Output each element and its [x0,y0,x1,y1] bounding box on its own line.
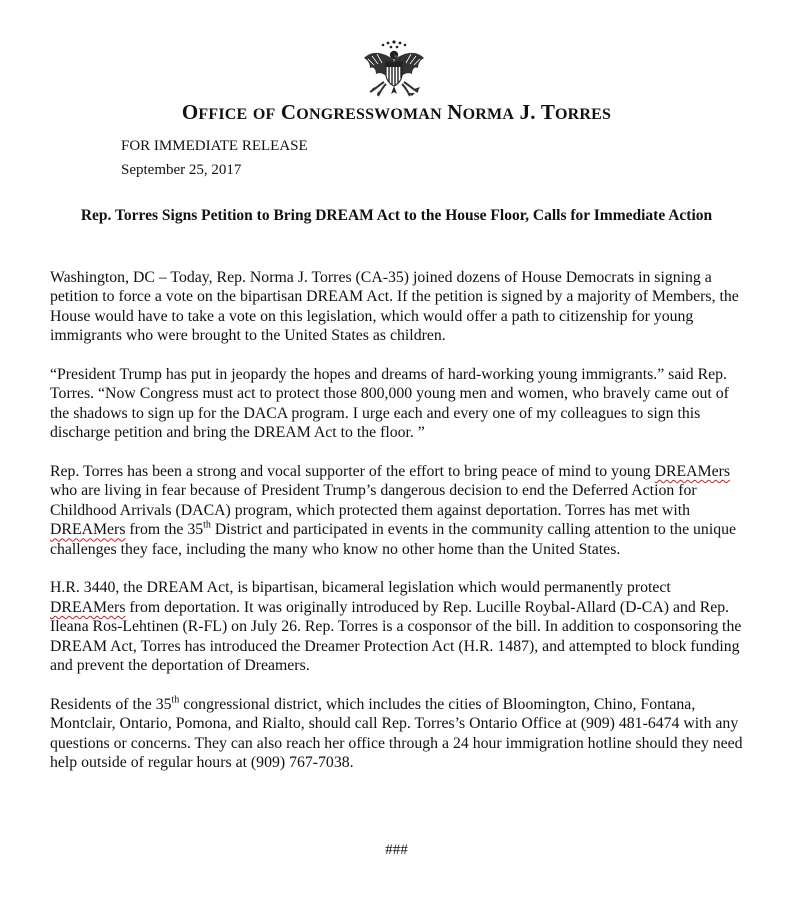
end-mark: ### [385,842,408,858]
title-rest: ORRES [555,106,612,123]
paragraph-2: “President Trump has put in jeopardy the hopes and dreams of hard-working young immigrants.” said Rep. Torres. “Now Congress must act to protect those 800,000 young men and women, who bravely came out of the shadows to sign up for the DACA program. I urge each and every one of my colleagues to sign this discharge petition and bring the DREAM Act to the floor. ” [50,366,729,442]
paragraph-4 [50,578,750,675]
spellcheck-word: DREAMers [50,598,126,616]
title-rest: ORMA [462,106,515,123]
title-rest: ONGRESSWOMAN [296,106,442,123]
office-title [0,100,793,125]
text-run: from deportation. It was originally introduced by Rep. Lucille Roybal-Allard (D-CA) and Rep. Ileana Ros-Lehtinen (R-FL) on July 26. Rep. Torres is a cosponsor of the bill. In addition to cosponsoring the DREAM Act, Torres has introduced the Dreamer Protection Act (H.R. 1487), and attempted to block funding and prevent the deportation of Dreamers. [50,598,742,675]
title-initial: T [540,100,556,124]
title-initial: N [447,100,463,124]
text-run: who are living in fear because of President Trump’s dangerous decision to end the Deferred Action for Childhood Arrivals (DACA) program, which protected them against deportation. Torres has met with [50,482,697,519]
title-initial-o: O [181,100,199,124]
spellcheck-word: DREAMers [654,463,731,481]
text-run: District and participated in events in the community calling attention to the unique challenges they face, including the many who know no other home than the United States. [50,521,737,558]
headline: Rep. Torres Signs Petition to Bring DREAM Act to the House Floor, Calls for Immediate Action [80,207,713,224]
release-date: September 25, 2017 [121,162,242,178]
title-rest: FFICE [198,106,248,123]
text-run: Rep. Torres has been a strong and vocal supporter of the effort to bring peace of mind to young [50,463,655,481]
title-initial: C [280,100,297,124]
title-word: OF [252,106,276,123]
eagle-seal-icon [360,38,428,102]
release-info [121,134,308,182]
ordinal-suffix: th [203,519,211,531]
paragraph-5 [50,695,750,773]
text-run: congressional district, which includes the cities of Bloomington, Chino, Fontana, Montclair, Ontario, Pomona, and Rialto, should call Rep. Torres’s Ontario Office at (909) 481-6474 with any questions or concerns. They can also reach her office through a 24 hour immigration hotline should they need help outside of regular hours at (909) 767-7038. [50,695,743,772]
release-label: FOR IMMEDIATE RELEASE [121,138,308,154]
title-initial: J. [519,100,536,124]
paragraph-3 [50,462,750,559]
press-release-body [50,268,750,792]
paragraph-1: Washington, DC – Today, Rep. Norma J. Torres (CA-35) joined dozens of House Democrats in signing a petition to force a vote on the bipartisan DREAM Act. If the petition is signed by a majority of Members, the House would have to take a vote on this legislation, which would offer a path to citizenship for young immigrants who were brought to the United States as children. [50,269,739,345]
ordinal-suffix: th [171,694,180,706]
text-run: from the 35 [125,521,204,539]
text-run: H.R. 3440, the DREAM Act, is bipartisan, bicameral legislation which would permanently protect [50,579,671,597]
spellcheck-word: DREAMers [50,521,126,539]
text-run: Residents of the 35 [50,695,172,713]
